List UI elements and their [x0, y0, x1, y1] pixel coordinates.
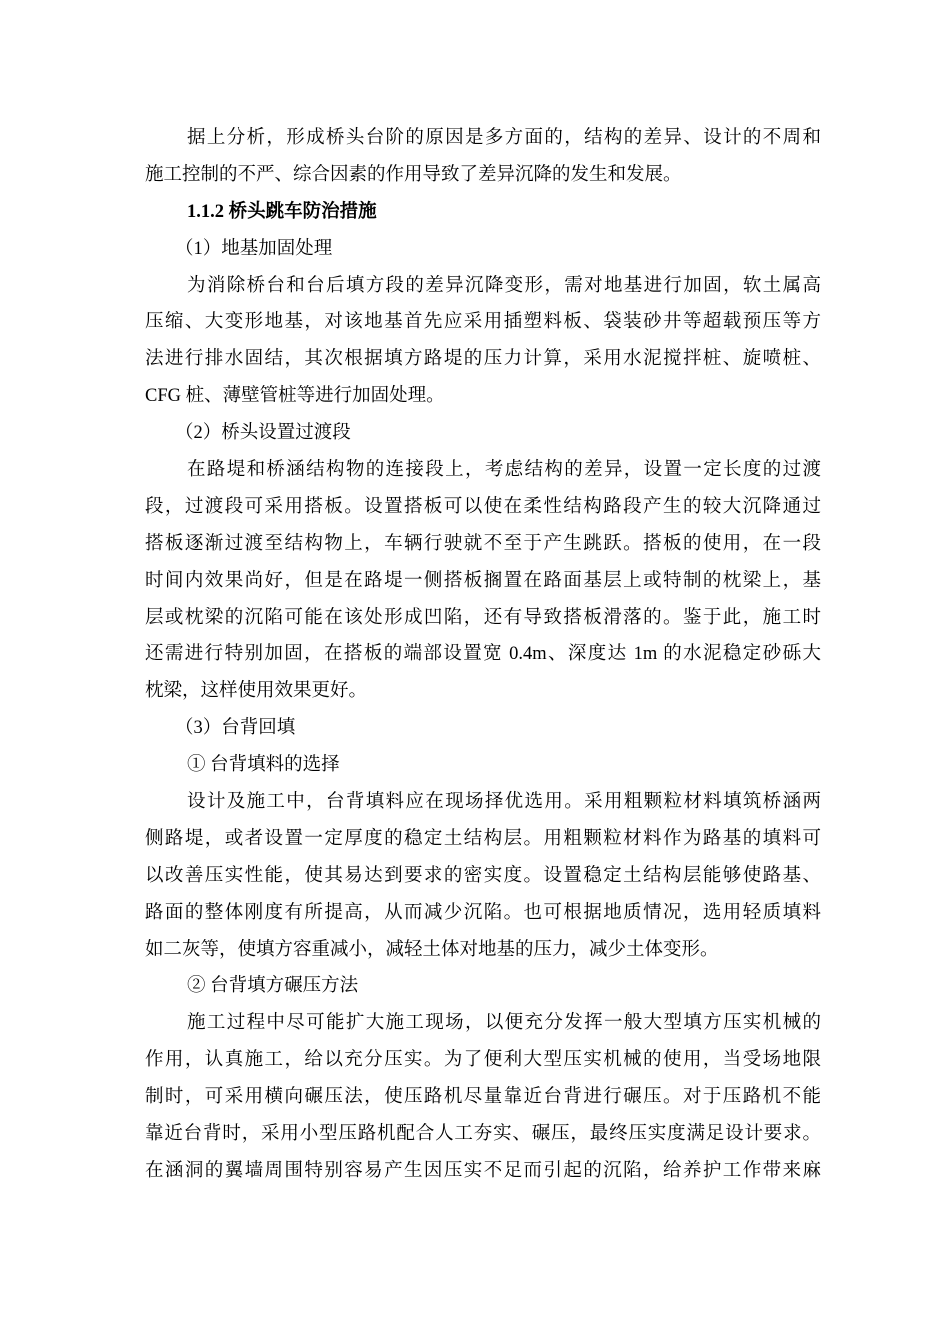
text-line: 在路堤和桥涵结构物的连接段上，考虑结构的差异，设置一定长度的过渡 — [187, 460, 821, 481]
subsection-heading — [145, 235, 821, 272]
text-line: 压缩、大变形地基，对该地基首先应采用插塑料板、袋装砂井等超载预压等方 — [145, 312, 821, 333]
text-line: 以改善压实性能，使其易达到要求的密实度。设置稳定土结构层能够使路基、 — [145, 865, 821, 886]
text-line: 时间内效果尚好，但是在路堤一侧搭板搁置在路面基层上或特制的枕梁上，基 — [145, 570, 821, 591]
text-line: 制时，可采用横向碾压法，使压路机尽量靠近台背进行碾压。对于压路机不能 — [145, 1087, 821, 1108]
paragraph — [145, 124, 821, 198]
text-line: （1）地基加固处理 — [175, 238, 333, 259]
text-line: 施工控制的不严、综合因素的作用导致了差异沉降的发生和发展。 — [145, 164, 682, 185]
text-line: 还需进行特别加固，在搭板的端部设置宽 0.4m、深度达 1m 的水泥稳定砂砾大 — [145, 644, 821, 665]
text-line: （3）台背回填 — [175, 718, 296, 739]
text-line: 在涵洞的翼墙周围特别容易产生因压实不足而引起的沉陷，给养护工作带来麻 — [145, 1160, 821, 1181]
paragraph — [145, 272, 821, 420]
text-line: 路面的整体刚度有所提高，从而减少沉陷。也可根据地质情况，选用轻质填料 — [145, 902, 821, 923]
text-line: 段，过渡段可采用搭板。设置搭板可以使在柔性结构路段产生的较大沉降通过 — [145, 496, 821, 517]
text-line: 1.1.2 桥头跳车防治措施 — [187, 201, 377, 222]
paragraph — [145, 456, 821, 714]
text-line: CFG 桩、薄壁管桩等进行加固处理。 — [145, 386, 445, 407]
text-line: 侧路堤，或者设置一定厚度的稳定土结构层。用粗颗粒材料作为路基的填料可 — [145, 828, 821, 849]
text-line: 设计及施工中，台背填料应在现场择优选用。采用粗颗粒材料填筑桥涵两 — [187, 792, 821, 813]
document-body — [145, 124, 821, 1194]
text-line: 层或枕梁的沉陷可能在该处形成凹陷，还有导致搭板滑落的。鉴于此，施工时 — [145, 607, 821, 628]
text-line: 如二灰等，使填方容重减小，减轻土体对地基的压力，减少土体变形。 — [145, 939, 719, 960]
paragraph — [145, 1009, 821, 1193]
text-line: ② 台背填方碾压方法 — [187, 976, 359, 997]
list-item-heading — [145, 751, 821, 788]
text-line: 作用，认真施工，给以充分压实。为了便利大型压实机械的使用，当受场地限 — [145, 1050, 821, 1071]
text-line: （2）桥头设置过渡段 — [175, 423, 351, 444]
list-item-heading — [145, 972, 821, 1009]
paragraph — [145, 788, 821, 972]
text-line: 靠近台背时，采用小型压路机配合人工夯实、碾压，最终压实度满足设计要求。 — [145, 1124, 821, 1145]
text-line: 枕梁，这样使用效果更好。 — [145, 681, 368, 702]
text-line: 搭板逐渐过渡至结构物上，车辆行驶就不至于产生跳跃。搭板的使用，在一段 — [145, 533, 821, 554]
text-line: 为消除桥台和台后填方段的差异沉降变形，需对地基进行加固，软土属高 — [187, 275, 821, 296]
text-line: 施工过程中尽可能扩大施工现场，以便充分发挥一般大型填方压实机械的 — [187, 1013, 821, 1034]
text-line: 法进行排水固结，其次根据填方路堤的压力计算，采用水泥搅拌桩、旋喷桩、 — [145, 349, 821, 370]
subsection-heading — [145, 714, 821, 751]
subsection-heading — [145, 419, 821, 456]
text-line: ① 台背填料的选择 — [187, 755, 340, 776]
text-line: 据上分析，形成桥头台阶的原因是多方面的，结构的差异、设计的不周和 — [187, 128, 821, 148]
section-heading — [145, 198, 821, 235]
